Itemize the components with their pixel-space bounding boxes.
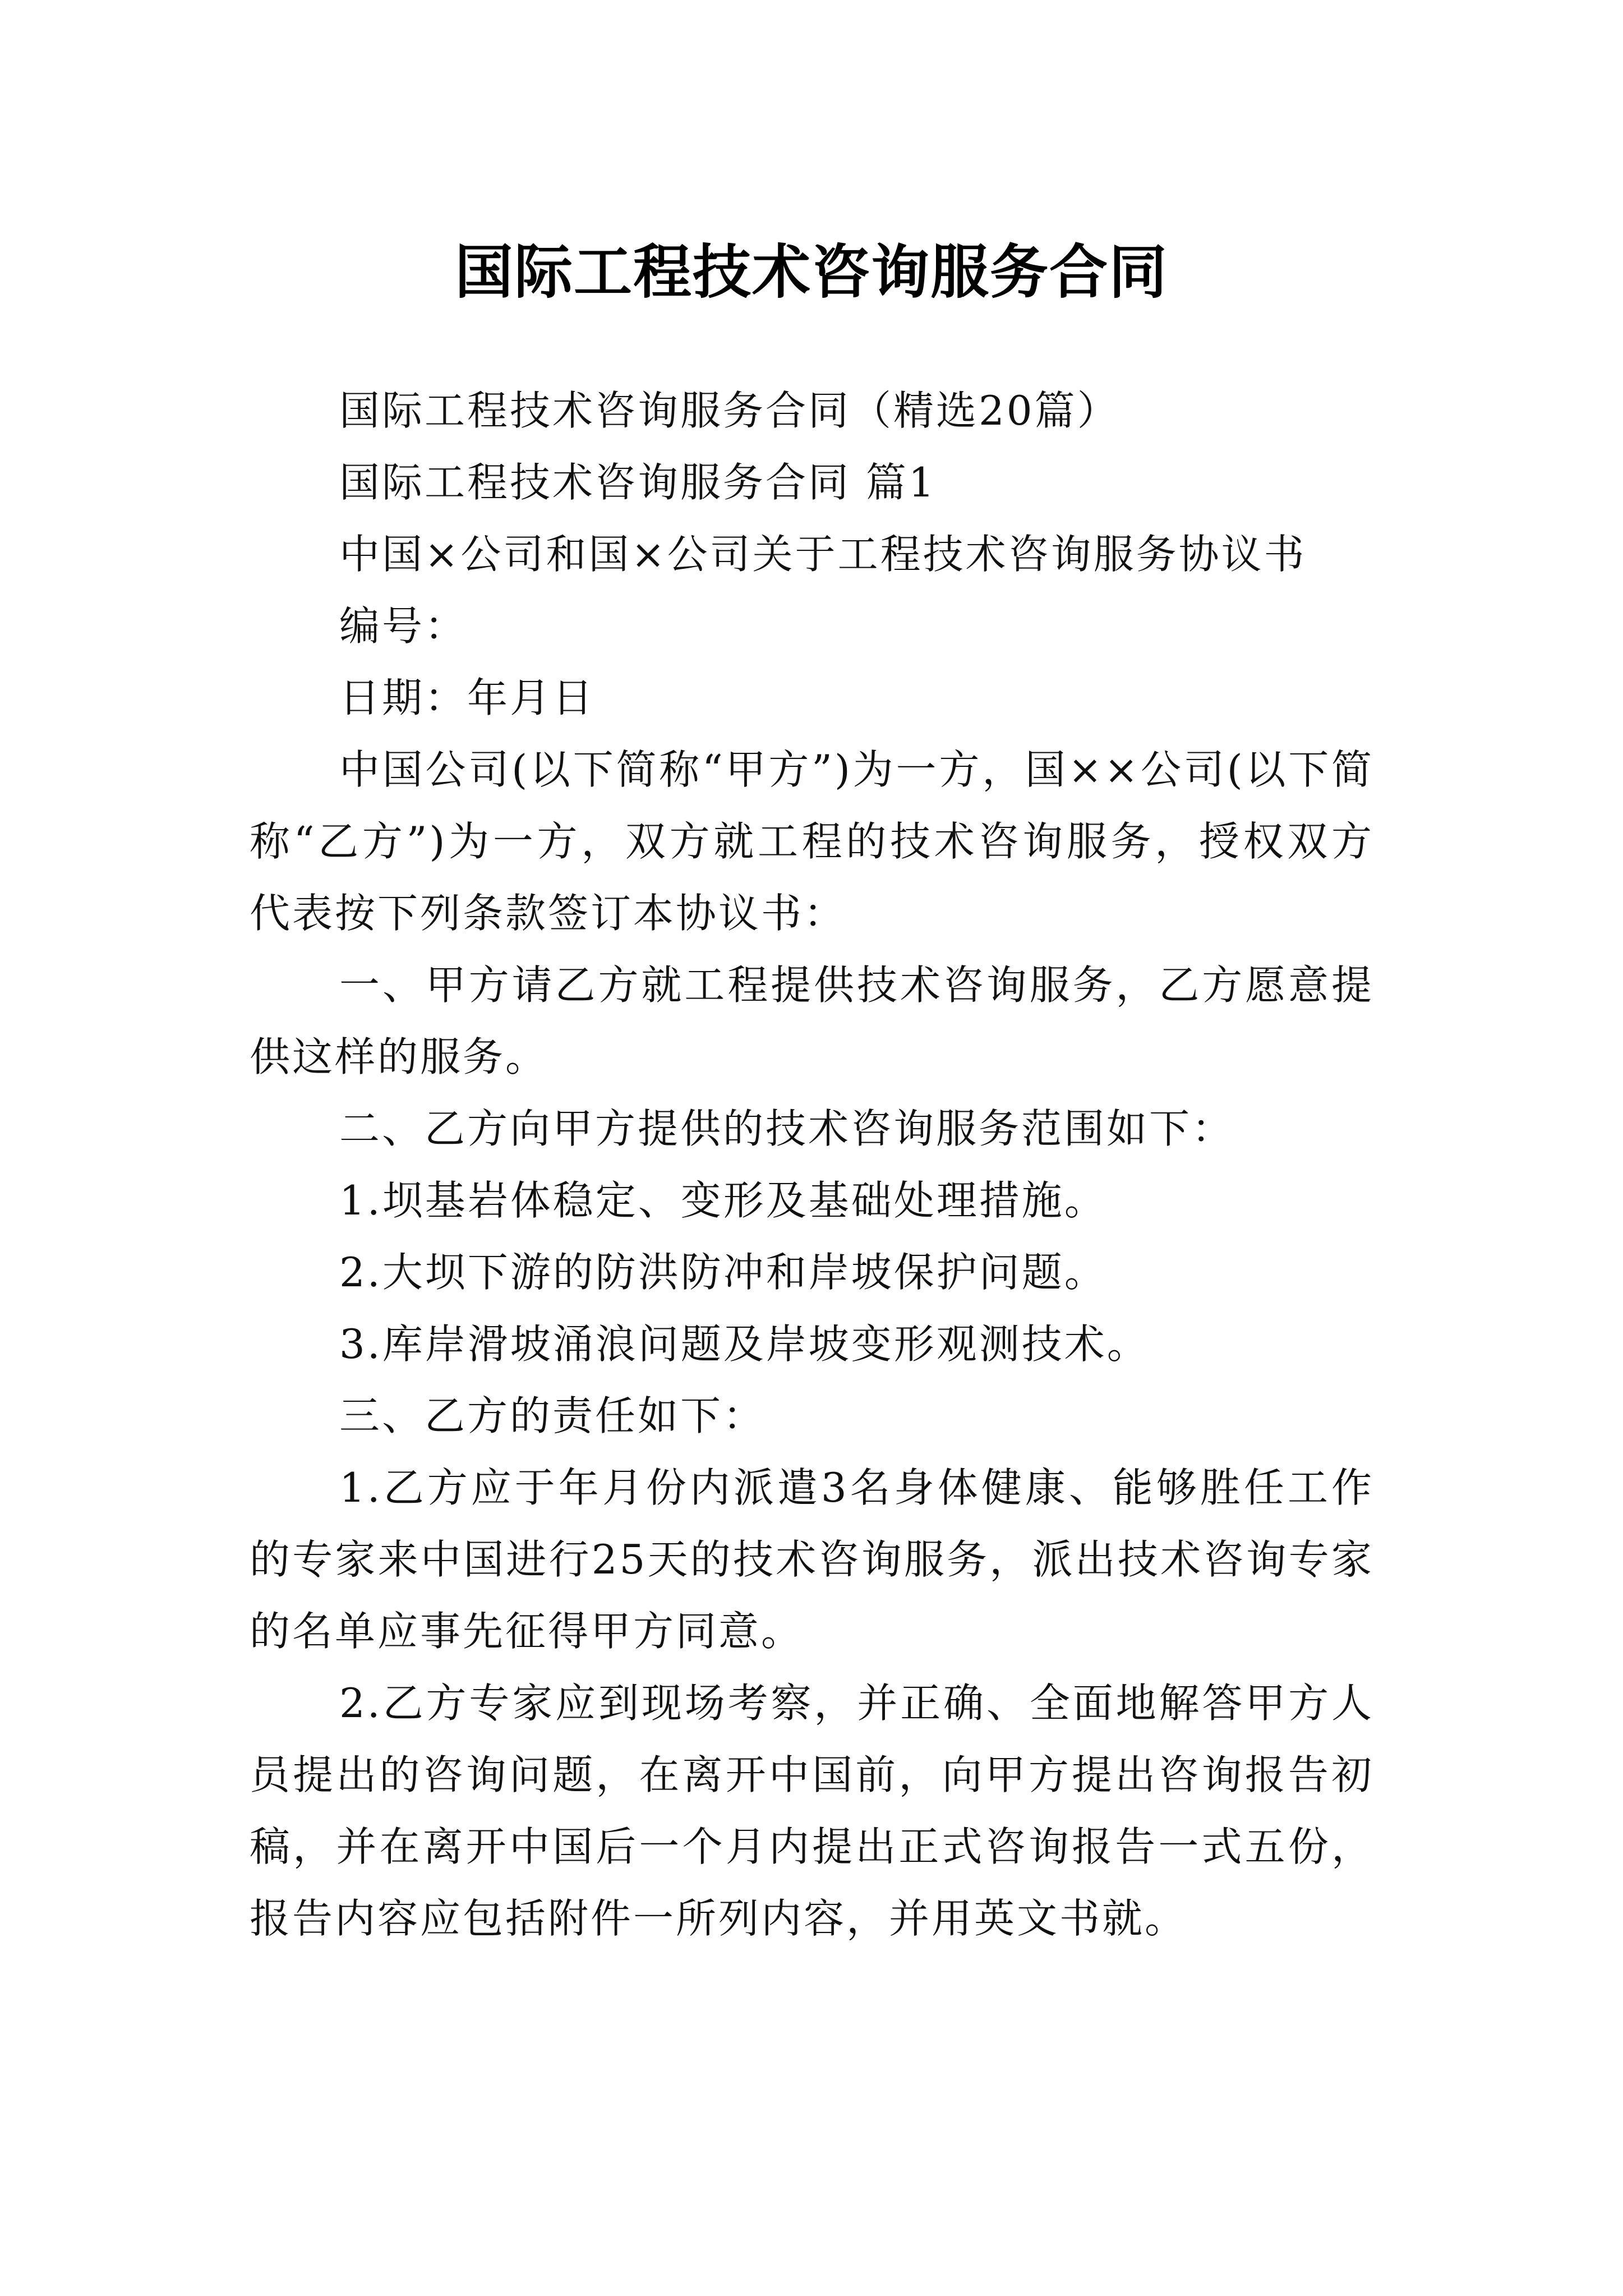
paragraph-date: 日期：年月日 [339, 674, 596, 721]
paragraph-responsibility-1: 1.乙方应于年月份内派遣3名身体健康、能够胜任工作的专家来中国进行25天的技术咨询服务，派出技术咨询专家的名单应事先征得甲方同意。 [250, 1464, 1374, 1655]
paragraph-section-heading: 国际工程技术咨询服务合同 篇1 [339, 459, 937, 506]
paragraph-clause-3: 三、乙方的责任如下： [339, 1392, 766, 1439]
paragraph-responsibility-2: 2.乙方专家应到现场考察，并正确、全面地解答甲方人员提出的咨询问题，在离开中国前，向甲方提出咨询报告初稿，并在离开中国后一个月内提出正式咨询报告一式五份，报告内容应包括附件一所列内容，并用英文书就。 [250, 1680, 1374, 1942]
paragraph-parties: 中国公司(以下简称“甲方”)为一方，国××公司(以下简称“乙方”)为一方，双方就工程的技术咨询服务，授权双方代表按下列条款签订本协议书： [250, 746, 1374, 937]
document-body [250, 375, 1374, 1954]
paragraph-scope-item-1: 1.坝基岩体稳定、变形及基础处理措施。 [339, 1177, 1107, 1224]
paragraph-scope-item-3: 3.库岸滑坡涌浪问题及岸坡变形观测技术。 [339, 1320, 1150, 1368]
paragraph-agreement-title: 中国×公司和国×公司关于工程技术咨询服务协议书 [339, 531, 1307, 578]
paragraph-clause-2: 二、乙方向甲方提供的技术咨询服务范围如下： [339, 1105, 1235, 1152]
paragraph-scope-item-2: 2.大坝下游的防洪防冲和岸坡保护问题。 [339, 1249, 1107, 1296]
paragraph-subtitle: 国际工程技术咨询服务合同（精选20篇） [339, 387, 1120, 434]
paragraph-number: 编号： [339, 602, 468, 650]
document-title: 国际工程技术咨询服务合同 [454, 237, 1168, 306]
paragraph-clause-1: 一、甲方请乙方就工程提供技术咨询服务，乙方愿意提供这样的服务。 [250, 961, 1374, 1080]
